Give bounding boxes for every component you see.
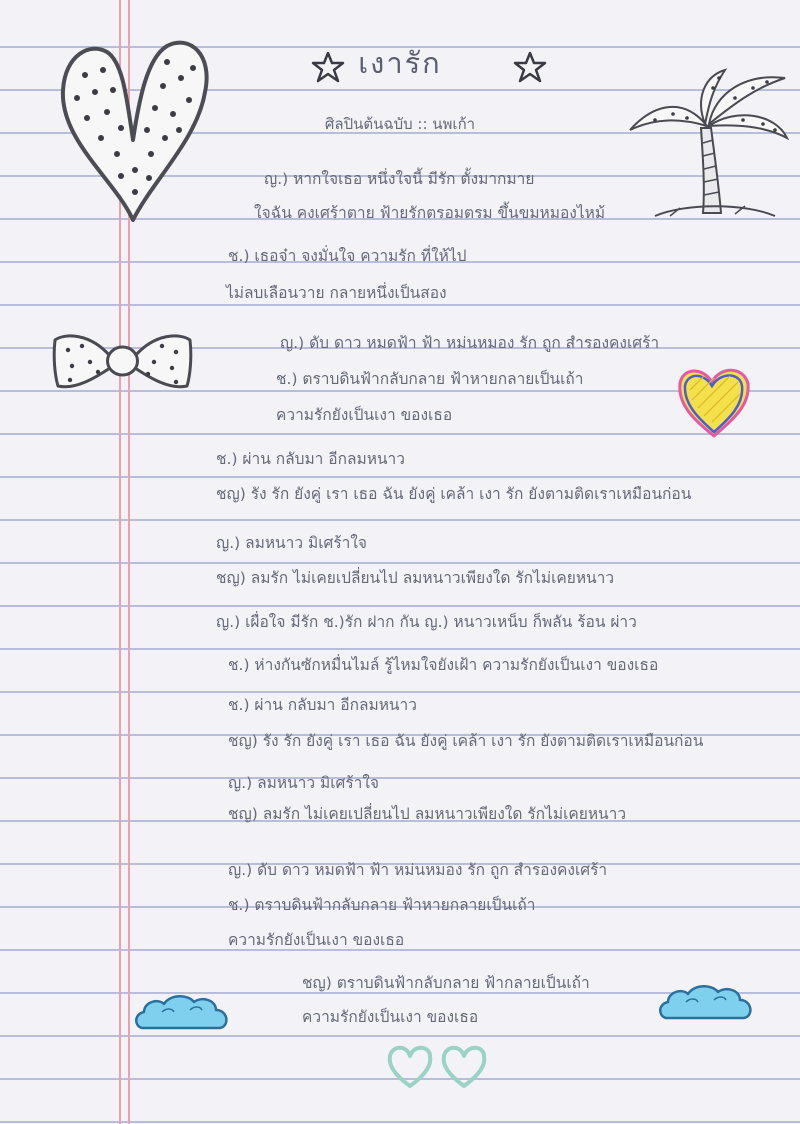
lyric-line: ช.) ผ่าน กลับมา อีกลมหนาว — [228, 696, 417, 714]
bow-tie-icon — [50, 328, 195, 394]
lyric-line: ญ.) หากใจเธอ หนึ่งใจนี้ มีรัก ตั้งมากมาย — [264, 170, 535, 188]
lyric-line: ใจฉัน คงเศร้าตาย ฟ้ายรักตรอมตรม ขึ้นขมหมองไหม้ — [254, 204, 606, 222]
lyric-line: ช.) ห่างกันซักหมื่นไมล์ รู้ไหมใจยังเฝ้า ความรักยังเป็นเงา ของเธอ — [228, 656, 659, 674]
lyric-line: ชญ) รัง รัก ยังคู่ เรา เธอ ฉัน ยังคู่ เคล้า เงา รัก ยังตามติดเราเหมือนก่อน — [228, 732, 704, 750]
lyric-line: ช.) ผ่าน กลับมา อีกลมหนาว — [216, 450, 405, 468]
lyric-line: ญ.) เผื่อใจ มีรัก ช.)รัก ฝาก กัน ญ.) หนาวเหน็บ ก็พลัน ร้อน ผ่าว — [216, 613, 637, 631]
twin-hearts-icon — [384, 1040, 496, 1092]
palm-tree-icon — [625, 68, 795, 223]
lyric-line: ชญ) ตราบดินฟ้ากลับกลาย ฟ้ากลายเป็นเถ้า — [302, 974, 590, 992]
lyric-line: ช.) ตราบดินฟ้ากลับกลาย ฟ้าหายกลายเป็นเถ้า — [228, 896, 536, 914]
lyric-line: ญ.) ลมหนาว มิเศร้าใจ — [216, 534, 368, 552]
credit-line: ศิลปินต้นฉบับ :: นพเก้า — [324, 115, 476, 133]
lyric-line: ความรักยังเป็นเงา ของเธอ — [302, 1008, 479, 1026]
lyric-line: ญ.) ลมหนาว มิเศร้าใจ — [228, 774, 380, 792]
lyric-line: ชญ) ลมรัก ไม่เคยเปลี่ยนไป ลมหนาวเพียงใด รักไม่เคยหนาว — [228, 805, 627, 823]
lyric-line: ไม่ลบเลือนวาย กลายหนึ่งเป็นสอง — [226, 284, 447, 302]
lyric-line: ญ.) ดับ ดาว หมดฟ้า ฟ้า หม่นหมอง รัก ถูก สำรองคงเศร้า — [228, 861, 608, 879]
lyric-line: ช.) เธอจ๋า จงมั่นใจ ความรัก ที่ให้ไป — [228, 247, 467, 265]
lyric-line: ชญ) รัง รัก ยังคู่ เรา เธอ ฉัน ยังคู่ เคล้า เงา รัก ยังตามติดเราเหมือนก่อน — [216, 485, 692, 503]
lyric-line: ชญ) ลมรัก ไม่เคยเปลี่ยนไป ลมหนาวเพียงใด รักไม่เคยหนาว — [216, 569, 615, 587]
lyric-line: ความรักยังเป็นเงา ของเธอ — [228, 931, 405, 949]
page-title: เงารัก — [358, 46, 442, 80]
lyric-line: ญ.) ดับ ดาว หมดฟ้า ฟ้า หม่นหมอง รัก ถูก สำรองคงเศร้า — [280, 334, 660, 352]
colored-heart-icon — [674, 360, 754, 442]
cloud-icon — [132, 990, 232, 1034]
cloud-icon — [656, 980, 756, 1024]
lyric-line: ช.) ตราบดินฟ้ากลับกลาย ฟ้าหายกลายเป็นเถ้า — [276, 370, 584, 388]
lyric-line: ความรักยังเป็นเงา ของเธอ — [276, 406, 453, 424]
